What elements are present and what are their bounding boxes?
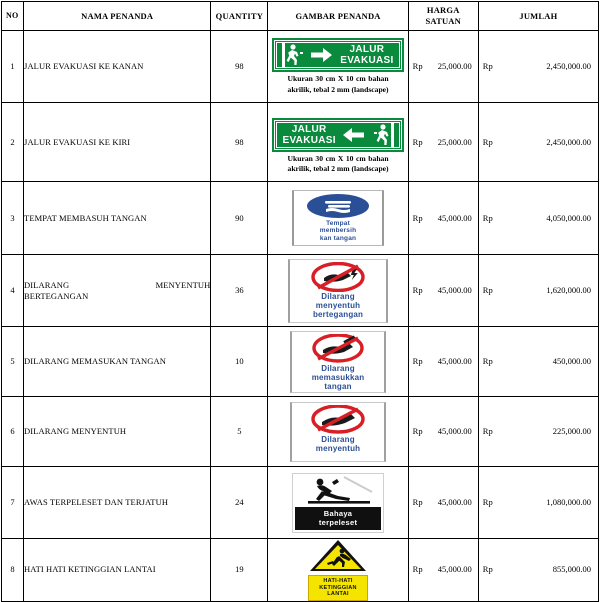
running-man-icon	[282, 43, 304, 67]
sign-name: JALUR EVAKUASI KE KIRI	[24, 103, 211, 182]
sign-image-cell	[268, 182, 408, 255]
caption-line-3: bertegangan	[312, 309, 364, 319]
sign-board	[288, 259, 388, 323]
row-number: 5	[2, 327, 24, 397]
running-man-icon	[372, 123, 394, 147]
row-number: 7	[2, 467, 24, 539]
caption-line-1: Dilarang	[321, 434, 355, 444]
total-cell	[478, 255, 598, 327]
unit-price-value: 45,000.00	[437, 285, 472, 296]
sign-board	[290, 402, 386, 462]
table-row	[2, 182, 599, 255]
sign-name: DILARANG MEMASUKAN TANGAN	[24, 327, 211, 397]
unit-price-cell	[408, 255, 478, 327]
sign-image-cell	[268, 255, 408, 327]
wash-hands-icon	[307, 194, 369, 218]
sign-board	[272, 118, 404, 152]
arrow-right-icon	[311, 47, 333, 63]
sign-inner-border	[276, 122, 400, 148]
total-cell	[478, 103, 598, 182]
currency-symbol: Rp	[412, 212, 423, 223]
spec-line-1: Ukuran 30 cm X 10 cm bahan	[287, 153, 389, 163]
sign-image-cell	[268, 327, 408, 397]
column-header-nama-penanda: NAMA PENANDA	[24, 2, 211, 31]
sign-text-line-1: JALUR	[291, 123, 327, 135]
total-cell	[478, 467, 598, 539]
total-value: 1,620,000.00	[546, 285, 591, 296]
currency-symbol: Rp	[482, 356, 493, 367]
currency-symbol: Rp	[482, 426, 493, 437]
sign-caption	[316, 435, 360, 453]
slip-hazard-sign	[268, 473, 407, 533]
unit-price-value: 45,000.00	[437, 212, 472, 223]
quantity-value: 90	[211, 182, 268, 255]
table-row	[2, 255, 599, 327]
no-touch-voltage-icon	[310, 262, 366, 292]
evacuation-right-sign	[268, 38, 407, 95]
quantity-value: 36	[211, 255, 268, 327]
sign-name: HATI HATI KETINGGIAN LANTAI	[24, 539, 211, 602]
column-header-quantity: QUANTITY	[211, 2, 268, 31]
table-row	[2, 467, 599, 539]
total-value: 450,000.00	[552, 356, 591, 367]
sign-name: TEMPAT MEMBASUH TANGAN	[24, 182, 211, 255]
sign-board	[292, 473, 384, 533]
caption-line-1: Dilarang	[321, 363, 355, 373]
sign-text-line-2: EVAKUASI	[340, 55, 394, 67]
no-hand-insert-icon	[310, 334, 366, 364]
unit-price-value: 25,000.00	[437, 61, 472, 72]
bill-of-quantities-table	[1, 1, 599, 602]
row-number: 1	[2, 31, 24, 103]
caption-line-3: LANTAI	[327, 591, 349, 597]
total-value: 1,080,000.00	[546, 497, 591, 508]
sign-board	[272, 38, 404, 72]
sign-board	[290, 331, 386, 393]
unit-price-value: 25,000.00	[437, 136, 472, 147]
total-value: 855,000.00	[552, 564, 591, 575]
prohibition-touch-sign	[268, 402, 407, 462]
sign-image-cell	[268, 539, 408, 602]
sign-name-part-1: DILARANG	[24, 279, 70, 290]
unit-price-cell	[408, 31, 478, 103]
total-value: 2,450,000.00	[546, 61, 591, 72]
column-header-harga-satuan	[408, 2, 478, 31]
sign-image-cell	[268, 467, 408, 539]
arrow-left-icon	[343, 127, 365, 143]
currency-symbol: Rp	[412, 497, 423, 508]
total-value: 2,450,000.00	[546, 136, 591, 147]
row-number: 3	[2, 182, 24, 255]
sign-text	[340, 44, 393, 66]
prohibition-hand-in-sign	[268, 331, 407, 393]
no-touch-icon	[309, 405, 367, 435]
table-row	[2, 327, 599, 397]
sign-name-part-3: BERTEGANGAN	[24, 290, 89, 301]
sign-caption	[313, 292, 363, 319]
currency-symbol: Rp	[412, 285, 423, 296]
total-value: 225,000.00	[552, 426, 591, 437]
caution-floor-level-sign	[268, 539, 407, 601]
table-row	[2, 103, 599, 182]
caption-line-1: Bahaya	[323, 508, 353, 518]
unit-price-value: 45,000.00	[437, 356, 472, 367]
caption-line-2: memasukkan	[311, 372, 365, 382]
caption-line-2: KETINGGIAN	[319, 584, 357, 591]
hands-water-icon	[316, 197, 360, 215]
sign-image-cell	[268, 397, 408, 467]
unit-price-cell	[408, 327, 478, 397]
table-row	[2, 397, 599, 467]
wash-hands-sign	[268, 190, 407, 246]
sign-text-line-1: JALUR	[349, 44, 385, 56]
currency-symbol: Rp	[412, 564, 423, 575]
currency-symbol: Rp	[482, 497, 493, 508]
sign-caption	[308, 575, 368, 601]
quantity-value: 5	[211, 397, 268, 467]
currency-symbol: Rp	[482, 136, 493, 147]
spec-line-1: Ukuran 30 cm X 10 cm bahan	[287, 74, 389, 84]
spreadsheet-sheet	[0, 1, 600, 601]
total-cell	[478, 539, 598, 602]
unit-price-value: 45,000.00	[437, 497, 472, 508]
header-row	[2, 2, 599, 31]
sign-caption	[320, 220, 356, 243]
quantity-value: 10	[211, 327, 268, 397]
caption-line-2: menyentuh	[315, 443, 361, 453]
caption-line-1: Dilarang	[321, 291, 355, 301]
caption-line-3: kan tangan	[319, 234, 357, 242]
table-header	[2, 2, 599, 31]
evacuation-left-sign	[268, 118, 407, 175]
quantity-value: 24	[211, 467, 268, 539]
column-header-jumlah: JUMLAH	[478, 2, 598, 31]
caution-triangle-icon	[309, 539, 367, 573]
sign-board	[292, 190, 384, 246]
sign-name	[24, 255, 211, 327]
sign-name: AWAS TERPELESET DAN TERJATUH	[24, 467, 211, 539]
quantity-value: 98	[211, 31, 268, 103]
column-header-gambar-penanda: GAMBAR PENANDA	[268, 2, 408, 31]
caption-line-2: membersih	[319, 227, 357, 235]
sign-image-cell	[268, 103, 408, 182]
total-cell	[478, 31, 598, 103]
row-number: 4	[2, 255, 24, 327]
sign-caption	[312, 364, 365, 391]
spec-line-2: akrilik, tebal 2 mm (landscape)	[287, 164, 389, 173]
table-row	[2, 31, 599, 103]
currency-symbol: Rp	[482, 61, 493, 72]
quantity-value: 19	[211, 539, 268, 602]
sign-text	[282, 124, 335, 146]
slip-fall-icon	[298, 476, 378, 506]
prohibition-voltage-sign	[268, 259, 407, 323]
column-header-no: NO	[2, 2, 24, 31]
sign-inner-border	[276, 42, 400, 68]
total-cell	[478, 327, 598, 397]
caption-line-1: HATI-HATI	[323, 578, 353, 584]
sign-name: DILARANG MENYENTUH	[24, 397, 211, 467]
spec-line-2: akrilik, tebal 2 mm (landscape)	[287, 84, 389, 94]
sign-image-cell	[268, 31, 408, 103]
currency-symbol: Rp	[482, 285, 493, 296]
total-cell	[478, 397, 598, 467]
caption-line-2: terpeleset	[318, 517, 358, 527]
currency-symbol: Rp	[412, 61, 423, 72]
currency-symbol: Rp	[482, 212, 493, 223]
harga-line-1: HARGA	[426, 5, 460, 16]
sign-spec	[287, 154, 390, 175]
sign-name-part-2: MENYENTUH	[155, 279, 211, 290]
currency-symbol: Rp	[412, 426, 423, 437]
unit-price-cell	[408, 467, 478, 539]
currency-symbol: Rp	[482, 564, 493, 575]
table-row	[2, 539, 599, 602]
caption-line-2: menyentuh	[315, 300, 361, 310]
quantity-value: 98	[211, 103, 268, 182]
sign-text-line-2: EVAKUASI	[282, 134, 336, 146]
currency-symbol: Rp	[412, 136, 423, 147]
row-number: 8	[2, 539, 24, 602]
unit-price-value: 45,000.00	[437, 564, 472, 575]
unit-price-value: 45,000.00	[437, 426, 472, 437]
table-body	[2, 31, 599, 602]
currency-symbol: Rp	[412, 356, 423, 367]
total-cell	[478, 182, 598, 255]
caption-line-3: tangan	[324, 381, 352, 391]
total-value: 4,050,000.00	[546, 212, 591, 223]
unit-price-cell	[408, 182, 478, 255]
row-number: 6	[2, 397, 24, 467]
unit-price-cell	[408, 103, 478, 182]
caption-line-1: Tempat	[326, 219, 350, 227]
unit-price-cell	[408, 397, 478, 467]
row-number: 2	[2, 103, 24, 182]
sign-name: JALUR EVAKUASI KE KANAN	[24, 31, 211, 103]
harga-line-2: SATUAN	[425, 16, 461, 26]
sign-spec	[287, 74, 390, 95]
sign-caption	[295, 507, 381, 530]
unit-price-cell	[408, 539, 478, 602]
